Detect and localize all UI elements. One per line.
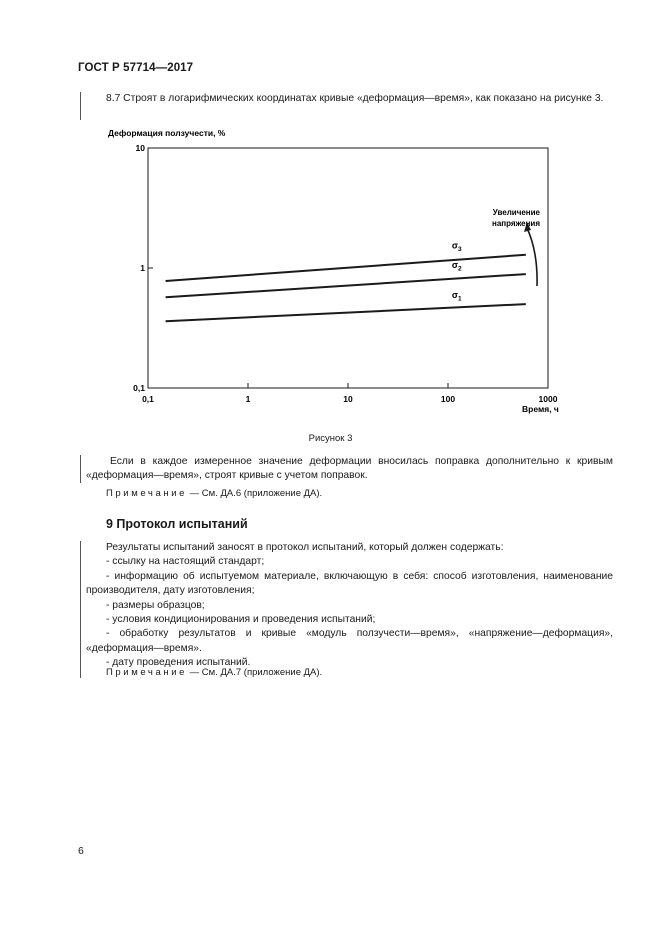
note-1-text: — См. ДА.6 (приложение ДА). xyxy=(189,488,323,499)
note-1 xyxy=(106,488,322,499)
note-1-label: Примечание xyxy=(106,488,187,499)
stress-increase-arrow xyxy=(527,228,537,286)
change-bar xyxy=(80,541,81,678)
change-bar xyxy=(80,455,81,483)
series-label: $\sigma_3$ xyxy=(451,240,462,254)
change-bar xyxy=(80,92,81,120)
list-item: - дату проведения испытаний. xyxy=(106,657,251,669)
figure-caption: Рисунок 3 xyxy=(308,433,353,444)
list-item: - информацию об испытуемом материале, включающую в себя: способ изготовления, наименование производителя, дату изготовления; xyxy=(86,570,613,597)
document-header: ГОСТ Р 57714—2017 xyxy=(78,62,194,74)
list-item: - обработку результатов и кривые «модуль ползучести—время», «напряжение—деформация», «деформация—время». xyxy=(86,628,613,654)
y-tick-label: 1 xyxy=(140,263,145,273)
note-2-label: Примечание xyxy=(106,667,187,678)
list-item: - условия кондиционирования и проведения испытаний; xyxy=(106,614,376,626)
page-number: 6 xyxy=(78,845,84,857)
list-item: - размеры образцов; xyxy=(106,599,205,611)
arrow-label-line2: напряжения xyxy=(492,219,540,228)
note-2 xyxy=(106,667,322,678)
series-label: $\sigma_1$ xyxy=(451,290,462,303)
x-tick-label: 1 xyxy=(245,394,251,404)
section-9-body xyxy=(86,541,613,671)
x-tick-label: 10 xyxy=(343,394,353,404)
section-9-title: 9 Протокол испытаний xyxy=(106,517,248,531)
x-axis-label: Время, ч xyxy=(522,404,559,414)
figure-3-chart xyxy=(0,120,661,420)
section-9-intro: Результаты испытаний заносят в протокол испытаний, который должен содержать: xyxy=(106,542,504,553)
arrow-label-line1: Увеличение xyxy=(492,208,540,217)
list-item: - ссылку на настоящий стандарт; xyxy=(106,556,265,568)
x-tick-label: 1000 xyxy=(538,394,558,404)
note-2-text: — См. ДА.7 (приложение ДА). xyxy=(189,667,323,678)
y-axis-label: Деформация ползучести, % xyxy=(108,128,226,138)
y-tick-label: 10 xyxy=(135,143,145,153)
y-tick-label: 0,1 xyxy=(133,383,145,393)
correction-paragraph: Если в каждое измеренное значение деформации вносилась поправка дополнительно к кривым «деформация—время», строят кривые с учетом поправок. xyxy=(86,456,613,482)
x-tick-label: 100 xyxy=(440,394,456,404)
series-line xyxy=(166,304,526,321)
series-label: $\sigma_2$ xyxy=(451,260,462,273)
x-tick-label: 0,1 xyxy=(142,394,154,404)
section-8-7-text: 8.7 Строят в логарифмических координатах кривые «деформация—время», как показано на рисунке 3. xyxy=(106,93,604,104)
